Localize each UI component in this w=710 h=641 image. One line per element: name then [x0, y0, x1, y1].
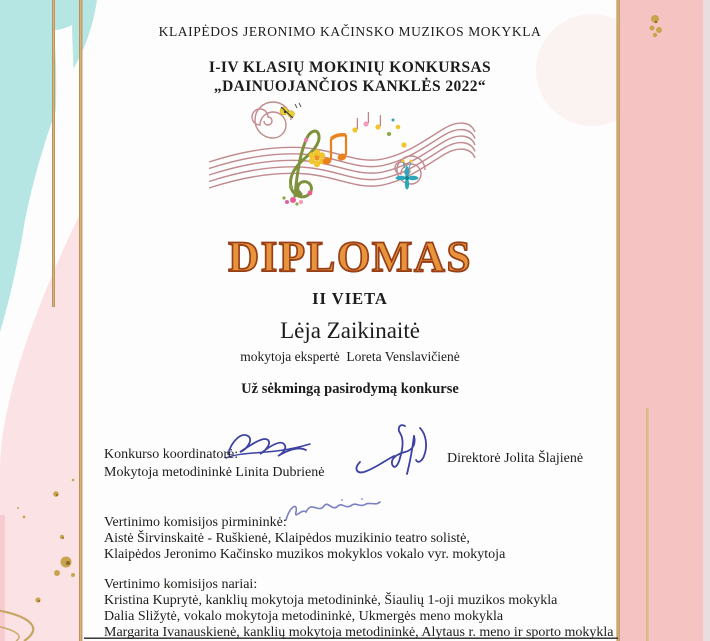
teacher-line: mokytoja ekspertė Loreta Venslavičienė: [240, 349, 460, 364]
small-notes: [352, 112, 406, 148]
committee-chair-label: Vertinimo komisijos pirmininkė:: [104, 515, 287, 530]
contest-title-line2: „DAINUOJANČIOS KANKLĖS 2022“: [213, 78, 487, 95]
diploma-title: DIPLOMAS: [228, 234, 472, 281]
committee-member: Margarita Ivanauskienė, kanklių mokytoja metodininkė, Alytaus r. meno ir sporto mokykla: [104, 625, 614, 640]
signature-coordinator: [226, 435, 310, 458]
place-line: II VIETA: [312, 289, 388, 308]
committee-member: Dalia Sližytė, vokalo mokytoja metodininkė, Ukmergės meno mokykla: [104, 609, 504, 624]
music-staff-decoration: [209, 102, 475, 206]
contest-title-line1: I-IV KLASIŲ MOKINIŲ KONKURSAS: [208, 59, 492, 76]
pink-band-edge: [703, 0, 710, 641]
committee-members-label: Vertinimo komisijos nariai:: [104, 577, 258, 592]
school-name: KLAIPĖDOS JERONIMO KAČINSKO MUZIKOS MOKYKLA: [158, 24, 542, 39]
pink-edge-strip: [0, 515, 5, 641]
committee-chair-line1: Aistė Širvinskaitė - Ruškienė, Klaipėdos muzikinio teatro solistė,: [104, 531, 470, 546]
gold-line-right-short: [646, 408, 649, 641]
director-line: Direktorė Jolita Šlajienė: [447, 451, 584, 466]
coordinator-label: Konkurso koordinatorė:: [104, 447, 239, 462]
coordinator-name: Mokytoja metodininkė Linita Dubrienė: [104, 465, 325, 480]
teal-blob: [0, 0, 97, 332]
achievement-line: Už sėkmingą pasirodymą konkurse: [241, 381, 459, 397]
committee-chair-line2: Klaipėdos Jeronimo Kačinsko muzikos mokyklos vokalo vyr. mokytoja: [104, 547, 506, 562]
signature-director: [357, 425, 427, 474]
staff-lines: [209, 102, 475, 188]
note-icon: [322, 135, 348, 166]
committee-member: Kristina Kuprytė, kanklių mokytoja metodininkė, Šiaulių 1-oji muzikos mokykla: [104, 593, 558, 608]
signature-chair: [286, 498, 380, 520]
recipient-name: Lėja Zaikinaitė: [280, 318, 420, 343]
